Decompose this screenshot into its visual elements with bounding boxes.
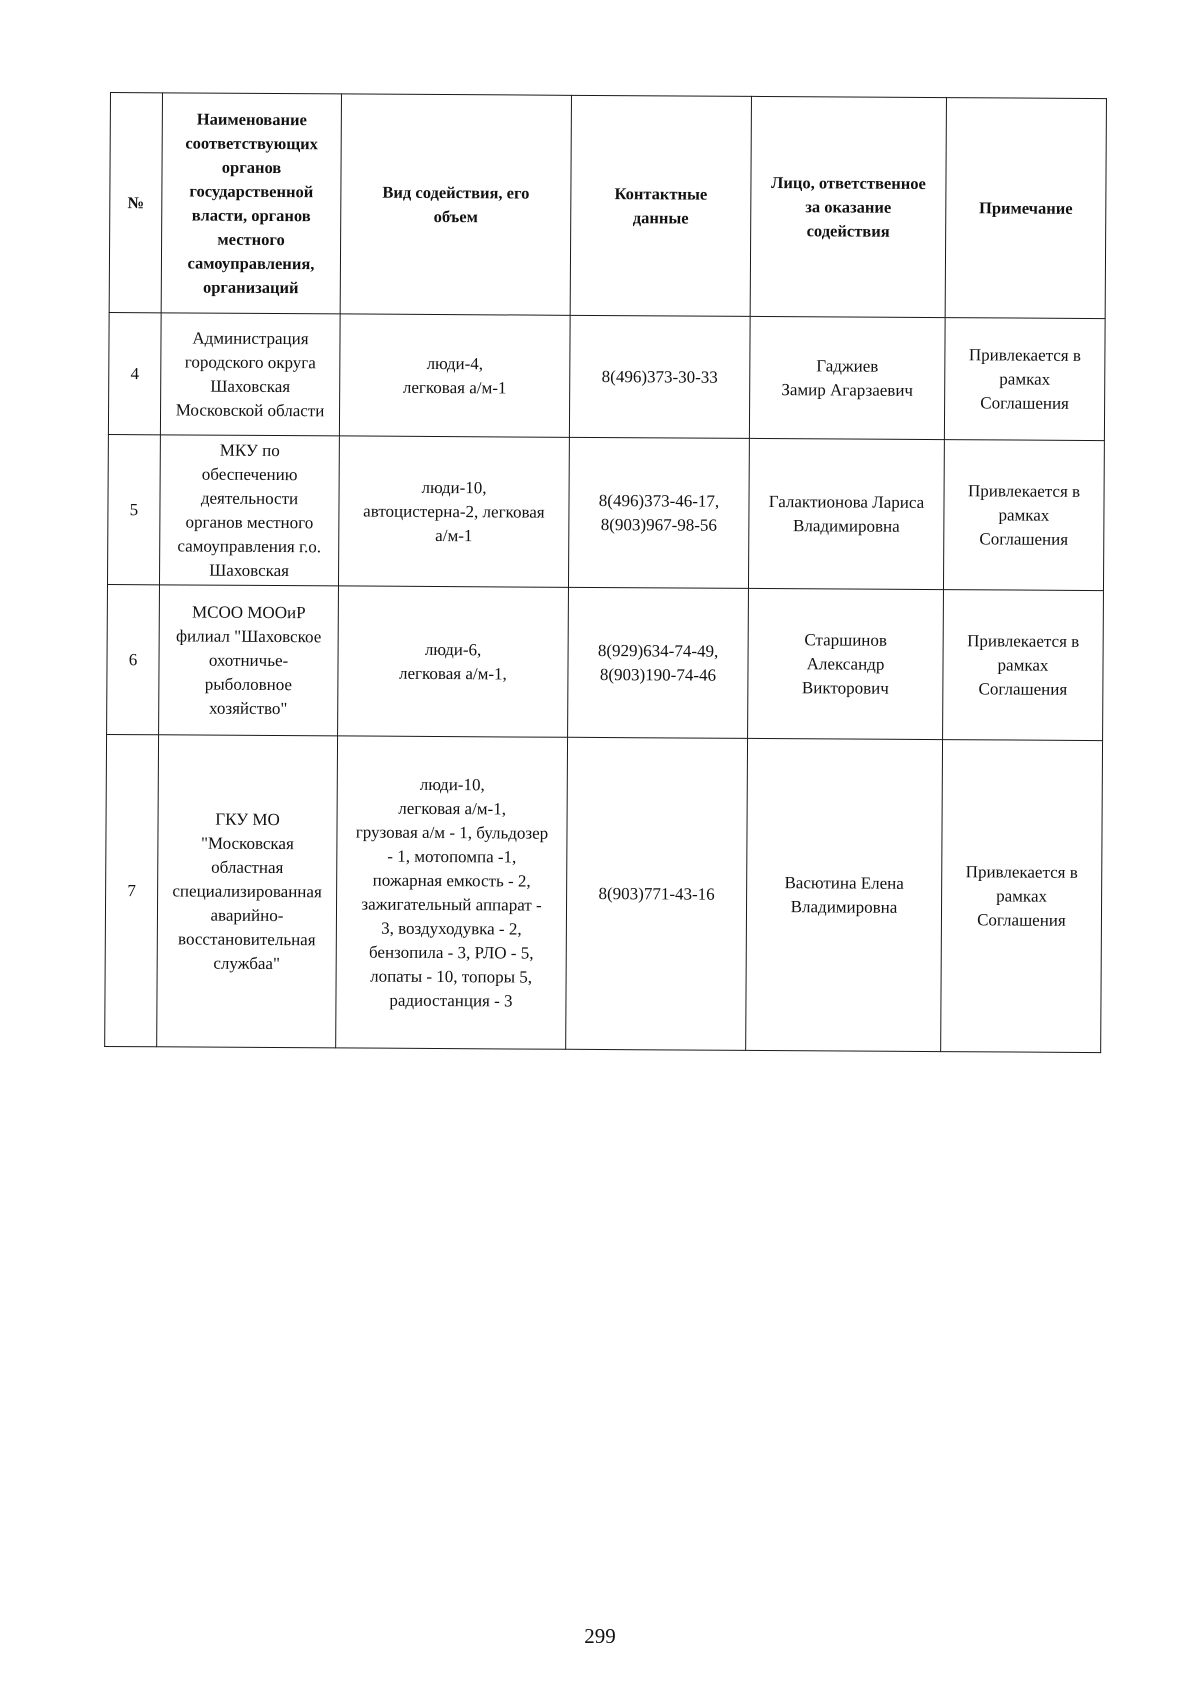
header-responsible-person: Лицо, ответственное за оказание содействия — [750, 96, 946, 317]
row-number: 6 — [107, 584, 160, 734]
header-organization: Наименование соответствующих органов государственной власти, органов местного самоуправления, организаций — [161, 93, 341, 314]
table-row — [107, 434, 1104, 590]
table-row — [108, 312, 1105, 440]
row-assistance: люди-10, легковая а/м-1, грузовая а/м - 1, бульдозер - 1, мотопомпа -1, пожарная емкость - 2, зажигательный аппарат - 3, воздуходувка - 2, бензопила - 3, РЛО - 5, лопаты - 10, топоры 5, радиостанция - 3 — [336, 736, 568, 1049]
table-row — [107, 584, 1104, 740]
row-contacts: 8(929)634-74-49, 8(903)190-74-46 — [568, 587, 749, 738]
table-row — [105, 734, 1103, 1052]
header-contacts: Контактные данные — [570, 95, 751, 316]
row-responsible-person: Галактионова Лариса Владимировна — [748, 438, 944, 589]
row-organization: Администрация городского округа Шаховская Московской области — [160, 313, 340, 436]
row-assistance: люди-6, легковая а/м-1, — [338, 586, 569, 737]
row-number: 4 — [108, 312, 161, 434]
table-header-row — [109, 93, 1106, 319]
row-organization: МСОО МООиР филиал "Шаховское охотничье- рыболовное хозяйство" — [159, 585, 339, 736]
assistance-table — [104, 92, 1107, 1053]
page-number: 299 — [584, 1624, 616, 1648]
row-organization: МКУ по обеспечению деятельности органов местного самоуправления г.о. Шаховская — [159, 435, 339, 586]
row-organization: ГКУ МО "Московская областная специализированная аварийно- восстановительная службаа" — [157, 735, 338, 1048]
header-number: № — [109, 93, 162, 313]
row-contacts: 8(903)771-43-16 — [566, 737, 748, 1050]
row-responsible-person: Гаджиев Замир Агарзаевич — [749, 316, 945, 439]
header-assistance: Вид содействия, его объем — [340, 94, 571, 315]
row-number: 5 — [107, 434, 160, 584]
header-note: Примечание — [945, 98, 1106, 319]
row-responsible-person: Старшинов Александр Викторович — [748, 588, 944, 739]
row-contacts: 8(496)373-30-33 — [569, 315, 750, 438]
row-note: Привлекается в рамках Соглашения — [944, 318, 1105, 441]
row-number: 7 — [105, 734, 159, 1046]
row-assistance: люди-10, автоцистерна-2, легковая а/м-1 — [338, 436, 569, 587]
row-note: Привлекается в рамках Соглашения — [941, 740, 1103, 1053]
row-assistance: люди-4, легковая а/м-1 — [339, 314, 570, 437]
row-contacts: 8(496)373-46-17, 8(903)967-98-56 — [568, 437, 749, 588]
row-note: Привлекается в рамках Соглашения — [943, 590, 1104, 741]
row-responsible-person: Васютина Елена Владимировна — [746, 738, 943, 1051]
row-note: Привлекается в рамках Соглашения — [943, 440, 1104, 591]
